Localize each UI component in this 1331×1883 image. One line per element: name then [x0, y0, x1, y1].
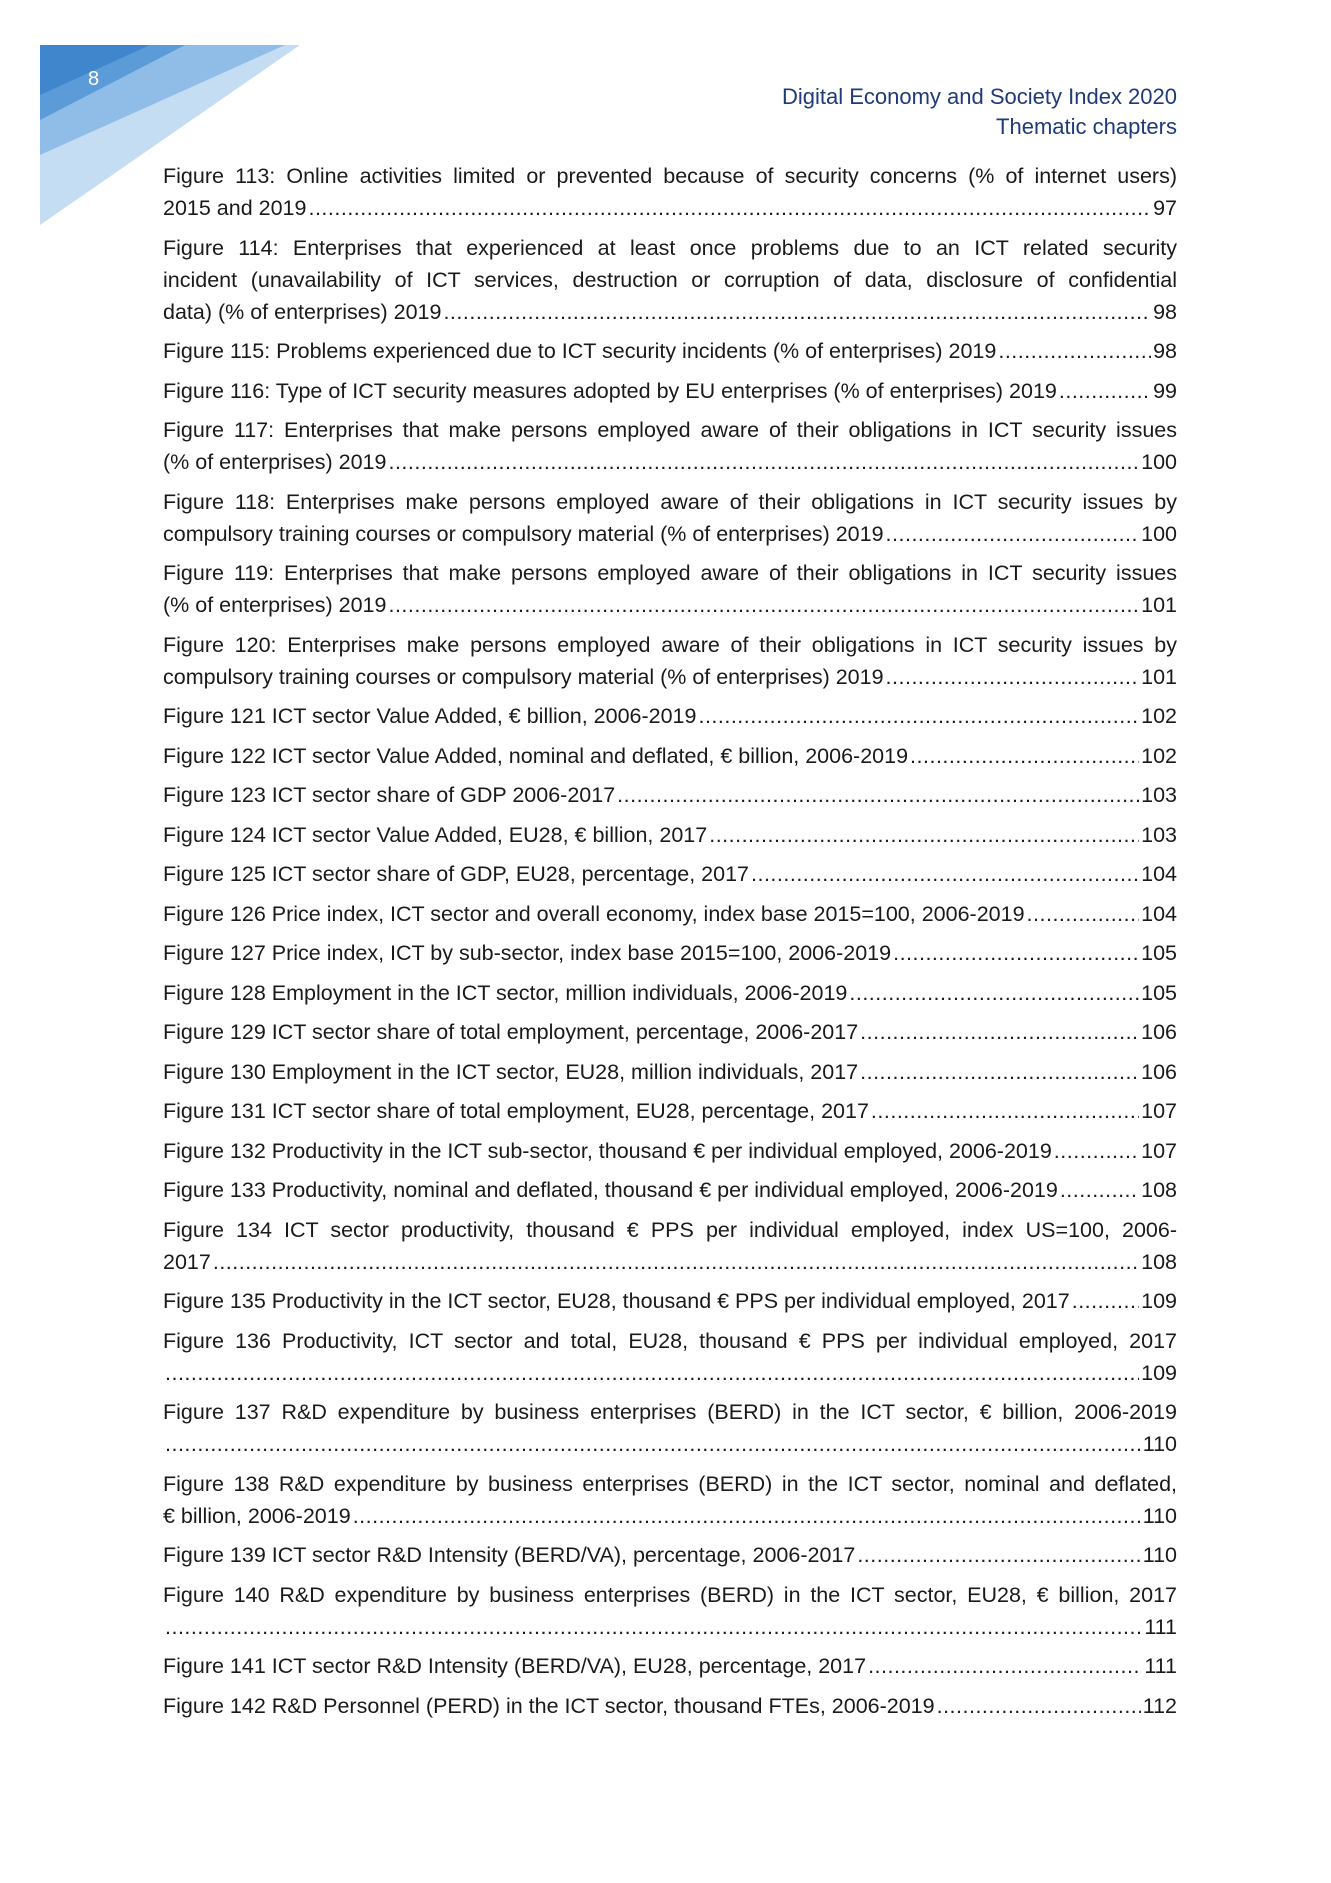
- toc-entry-row: [163, 1135, 1177, 1167]
- toc-page-number: 104: [1141, 901, 1177, 926]
- toc-entry-title: 2015 and 2019: [163, 196, 307, 220]
- dot-leader: [1054, 1135, 1139, 1167]
- toc-entry-row: [163, 1611, 1177, 1643]
- toc-page-number: 98: [1153, 339, 1177, 363]
- dot-leader: [617, 779, 1139, 811]
- toc-entry-title: data) (% of enterprises) 2019: [163, 299, 442, 324]
- dot-leader: [860, 1016, 1139, 1048]
- document-header: [782, 82, 1177, 142]
- toc-entry[interactable]: [163, 1056, 1177, 1088]
- toc-entry-title: (% of enterprises) 2019: [163, 593, 387, 617]
- toc-entry-line: Figure 119: Enterprises that make persons employed aware of their obligations in ICT security issues: [163, 561, 1177, 585]
- toc-entry-row: [163, 1428, 1177, 1460]
- dot-leader: [353, 1500, 1141, 1532]
- toc-entry[interactable]: [163, 557, 1177, 621]
- dot-leader: [868, 1650, 1142, 1682]
- dot-leader: [886, 518, 1140, 550]
- toc-entry-title: compulsory training courses or compulsory material (% of enterprises) 2019: [163, 664, 884, 689]
- dot-leader: [751, 858, 1139, 890]
- dot-leader: [857, 1539, 1140, 1571]
- toc-page-number: 99: [1153, 378, 1177, 403]
- toc-page-number: 109: [1141, 1289, 1177, 1313]
- toc-entry[interactable]: [163, 937, 1177, 969]
- toc-entry-line: Figure 114: Enterprises that experienced at least once problems due to an ICT related security: [163, 235, 1177, 260]
- toc-entry-row: [163, 296, 1177, 328]
- toc-entry-line: Figure 140 R&D expenditure by business enterprises (BERD) in the ICT sector, EU28, € billion, 2017: [163, 1582, 1177, 1607]
- toc-entry-row: [163, 661, 1177, 693]
- toc-entry-title: Figure 128 Employment in the ICT sector, million individuals, 2006-2019: [163, 980, 848, 1005]
- toc-entry-row: [163, 1650, 1177, 1682]
- toc-entry-title: compulsory training courses or compulsory material (% of enterprises) 2019: [163, 521, 884, 546]
- toc-entry[interactable]: [163, 1579, 1177, 1643]
- toc-entry-title: Figure 141 ICT sector R&D Intensity (BERD/VA), EU28, percentage, 2017: [163, 1654, 867, 1678]
- toc-entry-title: € billion, 2006-2019: [163, 1503, 351, 1528]
- toc-entry[interactable]: [163, 1095, 1177, 1127]
- toc-entry[interactable]: [163, 1650, 1177, 1682]
- toc-entry-line: Figure 120: Enterprises make persons employed aware of their obligations in ICT security issues by: [163, 632, 1177, 657]
- toc-page-number: 110: [1142, 1432, 1177, 1456]
- dot-leader: [1059, 375, 1151, 407]
- toc-page-number: 110: [1142, 1503, 1177, 1528]
- toc-entry[interactable]: [163, 1174, 1177, 1206]
- toc-entry-title: Figure 130 Employment in the ICT sector, EU28, million individuals, 2017: [163, 1059, 859, 1084]
- toc-entry-row: [163, 518, 1177, 550]
- toc-entry[interactable]: [163, 1214, 1177, 1278]
- toc-entry-row: [163, 1539, 1177, 1571]
- toc-entry-row: [163, 740, 1177, 772]
- dot-leader: [165, 1611, 1142, 1643]
- toc-entry-title: Figure 131 ICT sector share of total employment, EU28, percentage, 2017: [163, 1099, 869, 1123]
- toc-entry-row: [163, 819, 1177, 851]
- toc-entry-row: [163, 977, 1177, 1009]
- dot-leader: [886, 661, 1140, 693]
- toc-entry-title: Figure 123 ICT sector share of GDP 2006-2017: [163, 783, 616, 807]
- toc-entry-line: Figure 136 Productivity, ICT sector and total, EU28, thousand € PPS per individual employed, 2017: [163, 1328, 1177, 1353]
- toc-entry[interactable]: [163, 629, 1177, 693]
- dot-leader: [308, 192, 1151, 224]
- toc-entry[interactable]: [163, 1325, 1177, 1389]
- toc-entry-row: [163, 898, 1177, 930]
- toc-entry[interactable]: [163, 819, 1177, 851]
- dot-leader: [998, 335, 1151, 367]
- toc-page-number: 100: [1141, 521, 1177, 546]
- dot-leader: [1027, 898, 1140, 930]
- page-number: 8: [88, 68, 100, 90]
- toc-page-number: 108: [1141, 1178, 1177, 1202]
- toc-page-number: 98: [1153, 299, 1177, 324]
- toc-entry-title: Figure 124 ICT sector Value Added, EU28, € billion, 2017: [163, 822, 708, 847]
- dot-leader: [443, 296, 1151, 328]
- dot-leader: [937, 1690, 1141, 1722]
- list-of-figures: [163, 160, 1177, 1729]
- toc-page-number: 107: [1141, 1138, 1177, 1163]
- dot-leader: [698, 700, 1139, 732]
- toc-entry[interactable]: [163, 779, 1177, 811]
- toc-page-number: 104: [1141, 862, 1177, 886]
- toc-entry[interactable]: [163, 700, 1177, 732]
- toc-page-number: 111: [1144, 1654, 1177, 1678]
- dot-leader: [871, 1095, 1139, 1127]
- toc-page-number: 102: [1141, 743, 1177, 768]
- dot-leader: [165, 1428, 1141, 1460]
- toc-entry[interactable]: [163, 1539, 1177, 1571]
- toc-entry[interactable]: [163, 858, 1177, 890]
- toc-entry[interactable]: [163, 977, 1177, 1009]
- toc-entry-row: [163, 937, 1177, 969]
- toc-entry-row: [163, 779, 1177, 811]
- dot-leader: [388, 589, 1139, 621]
- toc-entry-row: [163, 700, 1177, 732]
- toc-entry[interactable]: [163, 740, 1177, 772]
- toc-entry[interactable]: [163, 486, 1177, 550]
- toc-entry-title: Figure 139 ICT sector R&D Intensity (BERD/VA), percentage, 2006-2017: [163, 1543, 856, 1567]
- toc-page-number: 105: [1141, 980, 1177, 1005]
- toc-entry-row: [163, 1016, 1177, 1048]
- toc-entry[interactable]: [163, 1016, 1177, 1048]
- toc-entry-title: Figure 133 Productivity, nominal and deflated, thousand € per individual employed, 2006-2019: [163, 1178, 1058, 1202]
- dot-leader: [1060, 1174, 1139, 1206]
- toc-entry[interactable]: [163, 1468, 1177, 1532]
- toc-entry-title: (% of enterprises) 2019: [163, 450, 387, 474]
- toc-page-number: 103: [1141, 822, 1177, 847]
- toc-entry[interactable]: [163, 1135, 1177, 1167]
- toc-page-number: 97: [1153, 196, 1177, 220]
- dot-leader: [910, 740, 1139, 772]
- toc-entry-line: incident (unavailability of ICT services, destruction or corruption of data, disclosure of confidential: [163, 267, 1177, 292]
- toc-entry-title: Figure 125 ICT sector share of GDP, EU28, percentage, 2017: [163, 862, 750, 886]
- toc-page-number: 108: [1141, 1249, 1177, 1274]
- toc-page-number: 100: [1141, 450, 1177, 474]
- toc-entry-row: [163, 1174, 1177, 1206]
- toc-entry-row: [163, 446, 1177, 478]
- toc-entry-line: Figure 117: Enterprises that make persons employed aware of their obligations in ICT security issues: [163, 418, 1177, 442]
- toc-entry[interactable]: [163, 414, 1177, 478]
- dot-leader: [165, 1357, 1139, 1389]
- toc-entry-title: Figure 135 Productivity in the ICT sector, EU28, thousand € PPS per individual employed, 2017: [163, 1289, 1070, 1313]
- toc-entry[interactable]: [163, 1690, 1177, 1722]
- toc-page-number: 105: [1141, 941, 1177, 965]
- toc-entry-line: Figure 138 R&D expenditure by business enterprises (BERD) in the ICT sector, nominal and deflated,: [163, 1471, 1177, 1496]
- toc-entry[interactable]: [163, 335, 1177, 367]
- toc-entry-line: Figure 134 ICT sector productivity, thousand € PPS per individual employed, index US=100, 2006-: [163, 1217, 1177, 1242]
- toc-entry-row: [163, 1690, 1177, 1722]
- toc-entry-title: 2017: [163, 1249, 211, 1274]
- toc-page-number: 101: [1141, 664, 1177, 689]
- toc-page-number: 110: [1142, 1543, 1177, 1567]
- toc-entry-line: Figure 118: Enterprises make persons employed aware of their obligations in ICT security issues by: [163, 489, 1177, 514]
- toc-page-number: 107: [1141, 1099, 1177, 1123]
- toc-entry-row: [163, 192, 1177, 224]
- toc-entry-row: [163, 1285, 1177, 1317]
- toc-entry-row: [163, 1056, 1177, 1088]
- toc-page-number: 106: [1141, 1059, 1177, 1084]
- toc-entry-title: Figure 132 Productivity in the ICT sub-sector, thousand € per individual employed, 2006-2019: [163, 1138, 1052, 1163]
- toc-page-number: 101: [1141, 593, 1177, 617]
- toc-entry-title: Figure 127 Price index, ICT by sub-sector, index base 2015=100, 2006-2019: [163, 941, 892, 965]
- toc-entry-title: Figure 115: Problems experienced due to ICT security incidents (% of enterprises) 2019: [163, 339, 997, 363]
- toc-entry-row: [163, 335, 1177, 367]
- toc-entry-line: Figure 137 R&D expenditure by business enterprises (BERD) in the ICT sector, € billion, 2006-2019: [163, 1400, 1177, 1424]
- toc-entry-line: Figure 113: Online activities limited or prevented because of security concerns (% of internet users): [163, 164, 1177, 188]
- toc-page-number: 111: [1144, 1614, 1177, 1639]
- toc-entry[interactable]: [163, 1285, 1177, 1317]
- toc-entry[interactable]: [163, 232, 1177, 328]
- toc-entry-row: [163, 375, 1177, 407]
- header-title: Digital Economy and Society Index 2020: [781, 84, 1177, 109]
- dot-leader: [709, 819, 1139, 851]
- dot-leader: [388, 446, 1139, 478]
- toc-entry-title: Figure 122 ICT sector Value Added, nominal and deflated, € billion, 2006-2019: [163, 743, 909, 768]
- toc-entry-row: [163, 858, 1177, 890]
- toc-page-number: 103: [1141, 783, 1177, 807]
- dot-leader: [1072, 1285, 1139, 1317]
- toc-entry-title: Figure 121 ICT sector Value Added, € billion, 2006-2019: [163, 704, 697, 728]
- dot-leader: [849, 977, 1139, 1009]
- toc-page-number: 106: [1141, 1020, 1177, 1044]
- toc-entry[interactable]: [163, 1396, 1177, 1460]
- toc-page-number: 102: [1141, 704, 1177, 728]
- toc-entry-title: Figure 126 Price index, ICT sector and overall economy, index base 2015=100, 2006-2019: [163, 901, 1025, 926]
- toc-entry-row: [163, 1246, 1177, 1278]
- dot-leader: [860, 1056, 1139, 1088]
- toc-entry-title: Figure 129 ICT sector share of total employment, percentage, 2006-2017: [163, 1020, 859, 1044]
- toc-entry-row: [163, 589, 1177, 621]
- toc-entry-row: [163, 1357, 1177, 1389]
- toc-entry-title: Figure 116: Type of ICT security measures adopted by EU enterprises (% of enterprises) 2019: [163, 378, 1057, 403]
- toc-entry[interactable]: [163, 375, 1177, 407]
- toc-page-number: 109: [1141, 1360, 1177, 1385]
- toc-entry-title: Figure 142 R&D Personnel (PERD) in the ICT sector, thousand FTEs, 2006-2019: [163, 1693, 935, 1718]
- dot-leader: [213, 1246, 1139, 1278]
- toc-entry-row: [163, 1095, 1177, 1127]
- header-subtitle: Thematic chapters: [996, 114, 1177, 139]
- toc-entry-row: [163, 1500, 1177, 1532]
- toc-page-number: 112: [1142, 1693, 1177, 1718]
- toc-entry[interactable]: [163, 160, 1177, 224]
- dot-leader: [893, 937, 1139, 969]
- toc-entry[interactable]: [163, 898, 1177, 930]
